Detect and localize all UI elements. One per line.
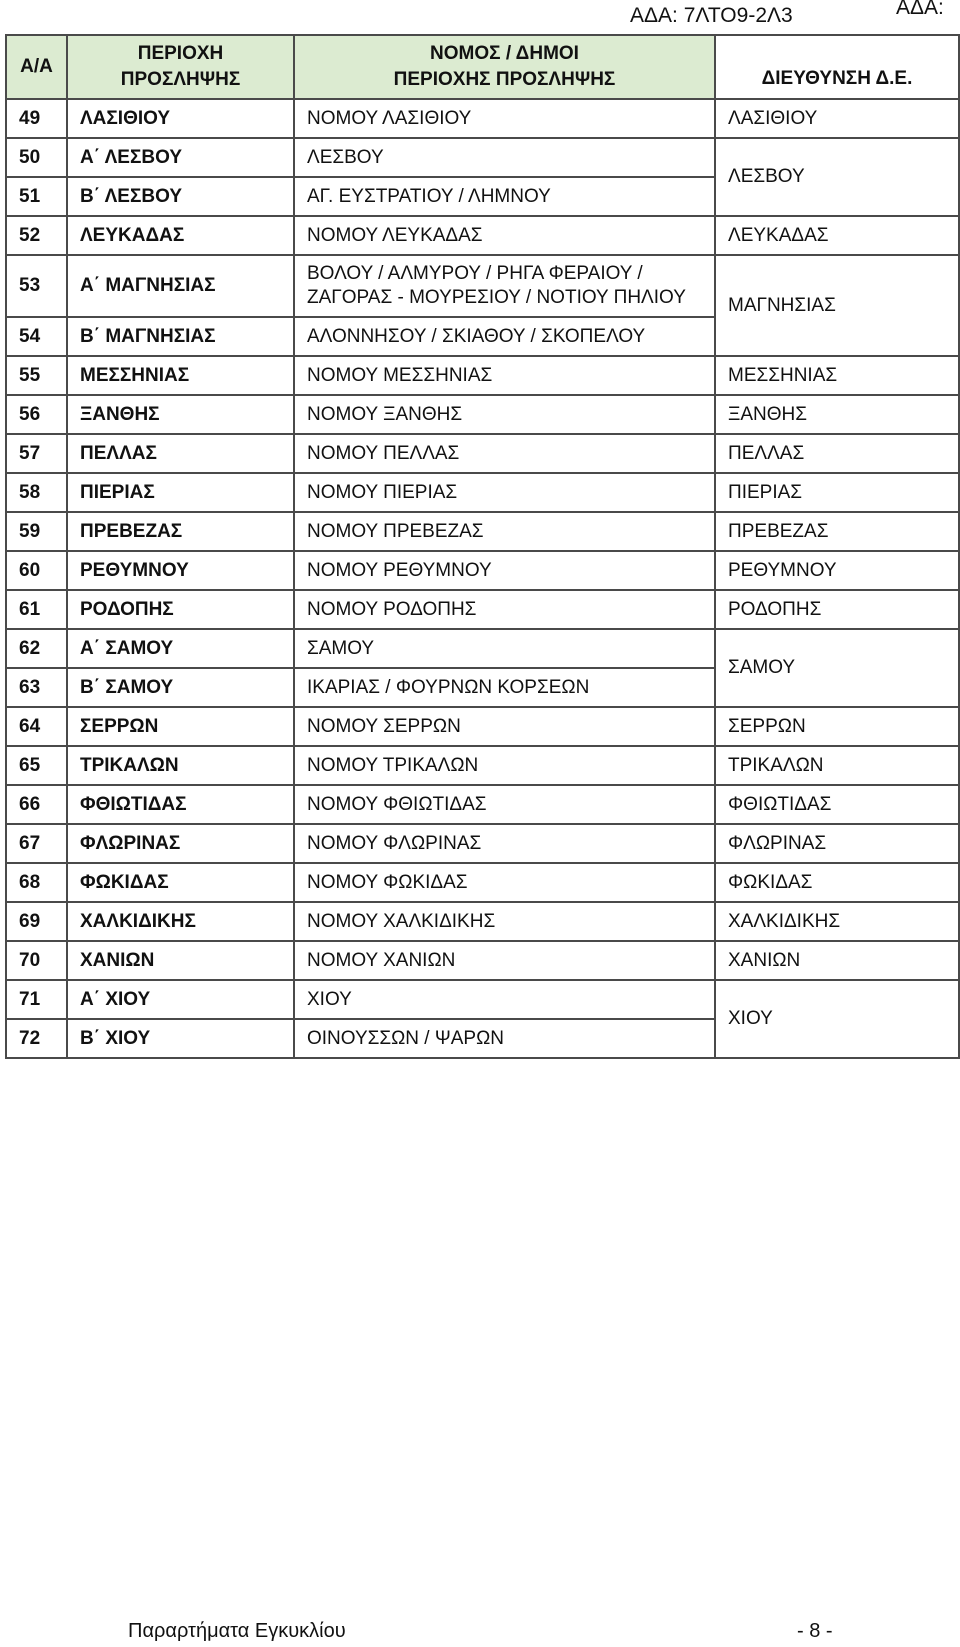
row-dd: ΠΕΛΛΑΣ — [715, 434, 959, 473]
header-aa — [6, 35, 67, 99]
table-row — [6, 707, 959, 746]
row-nomos-line2: ΖΑΓΟΡΑΣ - ΜΟΥΡΕΣΙΟΥ / ΝΟΤΙΟΥ ΠΗΛΙΟΥ — [307, 287, 686, 308]
row-dd: ΜΕΣΣΗΝΙΑΣ — [715, 356, 959, 395]
row-number: 55 — [6, 356, 67, 395]
row-area: ΤΡΙΚΑΛΩΝ — [67, 746, 294, 785]
ada-label-corner: ΑΔΑ: — [896, 0, 944, 19]
row-area: Β΄ ΛΕΣΒΟΥ — [67, 177, 294, 216]
row-area: ΦΩΚΙΔΑΣ — [67, 863, 294, 902]
table-row — [6, 138, 959, 177]
header-aa-label: Α/Α — [20, 56, 53, 77]
table-row — [6, 629, 959, 668]
row-area: Α΄ ΣΑΜΟΥ — [67, 629, 294, 668]
header-nomos-line1: ΝΟΜΟΣ / ΔΗΜΟΙ — [430, 43, 579, 64]
row-dd: ΣΑΜΟΥ — [715, 629, 959, 707]
row-number: 49 — [6, 99, 67, 138]
row-area: ΜΕΣΣΗΝΙΑΣ — [67, 356, 294, 395]
row-area: ΧΑΝΙΩΝ — [67, 941, 294, 980]
row-nomos: ΝΟΜΟΥ ΛΕΥΚΑΔΑΣ — [294, 216, 715, 255]
row-nomos: ΝΟΜΟΥ ΧΑΝΙΩΝ — [294, 941, 715, 980]
row-area: Β΄ ΜΑΓΝΗΣΙΑΣ — [67, 317, 294, 356]
table-row — [6, 216, 959, 255]
row-number: 59 — [6, 512, 67, 551]
row-area: ΣΕΡΡΩΝ — [67, 707, 294, 746]
row-number: 62 — [6, 629, 67, 668]
table-row — [6, 356, 959, 395]
row-nomos: ΝΟΜΟΥ ΜΕΣΣΗΝΙΑΣ — [294, 356, 715, 395]
table-header-row — [6, 35, 959, 99]
row-area: ΦΛΩΡΙΝΑΣ — [67, 824, 294, 863]
row-nomos: ΝΟΜΟΥ ΦΩΚΙΔΑΣ — [294, 863, 715, 902]
table-row — [6, 473, 959, 512]
row-number: 72 — [6, 1019, 67, 1058]
row-nomos: ΑΛΟΝΝΗΣΟΥ / ΣΚΙΑΘΟΥ / ΣΚΟΠΕΛΟΥ — [294, 317, 715, 356]
row-nomos: ΛΕΣΒΟΥ — [294, 138, 715, 177]
row-nomos: ΝΟΜΟΥ ΡΕΘΥΜΝΟΥ — [294, 551, 715, 590]
footer-title: Παραρτήματα Εγκυκλίου — [128, 1620, 346, 1642]
row-area: ΧΑΛΚΙΔΙΚΗΣ — [67, 902, 294, 941]
table-row — [6, 902, 959, 941]
row-dd: ΣΕΡΡΩΝ — [715, 707, 959, 746]
row-area: Α΄ ΜΑΓΝΗΣΙΑΣ — [67, 255, 294, 317]
header-area-line1: ΠΕΡΙΟΧΗ — [137, 43, 224, 64]
row-area: Β΄ ΧΙΟΥ — [67, 1019, 294, 1058]
table-row — [6, 863, 959, 902]
row-number: 57 — [6, 434, 67, 473]
row-dd: ΛΕΥΚΑΔΑΣ — [715, 216, 959, 255]
row-area: Α΄ ΧΙΟΥ — [67, 980, 294, 1019]
row-nomos: ΝΟΜΟΥ ΠΕΛΛΑΣ — [294, 434, 715, 473]
row-area: ΛΑΣΙΘΙΟΥ — [67, 99, 294, 138]
row-number: 50 — [6, 138, 67, 177]
row-nomos: ΧΙΟΥ — [294, 980, 715, 1019]
header-nomos-line2: ΠΕΡΙΟΧΗΣ ΠΡΟΣΛΗΨΗΣ — [393, 69, 616, 90]
row-area: ΡΟΔΟΠΗΣ — [67, 590, 294, 629]
row-number: 53 — [6, 255, 67, 317]
table-row — [6, 941, 959, 980]
row-number: 58 — [6, 473, 67, 512]
row-nomos: ΝΟΜΟΥ ΛΑΣΙΘΙΟΥ — [294, 99, 715, 138]
row-dd: ΜΑΓΝΗΣΙΑΣ — [715, 255, 959, 356]
row-dd: ΛΑΣΙΘΙΟΥ — [715, 99, 959, 138]
row-number: 52 — [6, 216, 67, 255]
row-nomos: ΝΟΜΟΥ ΦΘΙΩΤΙΔΑΣ — [294, 785, 715, 824]
header-dd — [715, 35, 959, 99]
row-nomos-line1: ΒΟΛΟΥ / ΑΛΜΥΡΟΥ / ΡΗΓΑ ΦΕΡΑΙΟΥ / — [307, 263, 643, 284]
table-row — [6, 824, 959, 863]
row-number: 56 — [6, 395, 67, 434]
table-row — [6, 512, 959, 551]
row-nomos: ΝΟΜΟΥ ΠΙΕΡΙΑΣ — [294, 473, 715, 512]
header-area — [67, 35, 294, 99]
table-row — [6, 99, 959, 138]
row-number: 60 — [6, 551, 67, 590]
row-dd: ΧΑΝΙΩΝ — [715, 941, 959, 980]
row-number: 67 — [6, 824, 67, 863]
row-number: 68 — [6, 863, 67, 902]
row-nomos: ΝΟΜΟΥ ΣΕΡΡΩΝ — [294, 707, 715, 746]
row-dd: ΦΛΩΡΙΝΑΣ — [715, 824, 959, 863]
row-number: 63 — [6, 668, 67, 707]
header-nomos — [294, 35, 715, 99]
row-number: 71 — [6, 980, 67, 1019]
row-number: 66 — [6, 785, 67, 824]
table-row — [6, 590, 959, 629]
row-area: ΞΑΝΘΗΣ — [67, 395, 294, 434]
row-area: ΠΡΕΒΕΖΑΣ — [67, 512, 294, 551]
row-area: ΠΙΕΡΙΑΣ — [67, 473, 294, 512]
row-dd: ΤΡΙΚΑΛΩΝ — [715, 746, 959, 785]
table-row — [6, 980, 959, 1019]
row-area: ΡΕΘΥΜΝΟΥ — [67, 551, 294, 590]
row-nomos: ΝΟΜΟΥ ΤΡΙΚΑΛΩΝ — [294, 746, 715, 785]
table-row — [6, 551, 959, 590]
row-dd: ΡΟΔΟΠΗΣ — [715, 590, 959, 629]
row-dd: ΦΘΙΩΤΙΔΑΣ — [715, 785, 959, 824]
row-nomos: ΣΑΜΟΥ — [294, 629, 715, 668]
ada-code-top: ΑΔΑ: 7ΛΤΟ9-2Λ3 — [630, 4, 793, 27]
row-area: Α΄ ΛΕΣΒΟΥ — [67, 138, 294, 177]
row-nomos: ΝΟΜΟΥ ΦΛΩΡΙΝΑΣ — [294, 824, 715, 863]
table-row — [6, 746, 959, 785]
row-number: 70 — [6, 941, 67, 980]
row-number: 61 — [6, 590, 67, 629]
areas-table — [5, 34, 960, 1059]
row-nomos: ΑΓ. ΕΥΣΤΡΑΤΙΟΥ / ΛΗΜΝΟΥ — [294, 177, 715, 216]
header-dd-label: ΔΙΕΥΘΥΝΣΗ Δ.Ε. — [761, 68, 913, 89]
row-area: Β΄ ΣΑΜΟΥ — [67, 668, 294, 707]
row-dd: ΞΑΝΘΗΣ — [715, 395, 959, 434]
row-number: 65 — [6, 746, 67, 785]
row-number: 54 — [6, 317, 67, 356]
row-nomos: ΟΙΝΟΥΣΣΩΝ / ΨΑΡΩΝ — [294, 1019, 715, 1058]
page-number: - 8 - — [797, 1620, 833, 1642]
row-number: 64 — [6, 707, 67, 746]
row-nomos: ΙΚΑΡΙΑΣ / ΦΟΥΡΝΩΝ ΚΟΡΣΕΩΝ — [294, 668, 715, 707]
row-dd: ΡΕΘΥΜΝΟΥ — [715, 551, 959, 590]
row-nomos: ΝΟΜΟΥ ΠΡΕΒΕΖΑΣ — [294, 512, 715, 551]
row-dd: ΦΩΚΙΔΑΣ — [715, 863, 959, 902]
table-row — [6, 785, 959, 824]
header-area-line2: ΠΡΟΣΛΗΨΗΣ — [120, 69, 241, 90]
row-dd: ΧΑΛΚΙΔΙΚΗΣ — [715, 902, 959, 941]
row-nomos: ΝΟΜΟΥ ΧΑΛΚΙΔΙΚΗΣ — [294, 902, 715, 941]
row-dd: ΛΕΣΒΟΥ — [715, 138, 959, 216]
row-nomos: ΝΟΜΟΥ ΞΑΝΘΗΣ — [294, 395, 715, 434]
row-dd: ΠΡΕΒΕΖΑΣ — [715, 512, 959, 551]
row-area: ΠΕΛΛΑΣ — [67, 434, 294, 473]
table-row — [6, 395, 959, 434]
row-number: 69 — [6, 902, 67, 941]
row-area: ΛΕΥΚΑΔΑΣ — [67, 216, 294, 255]
row-nomos: ΝΟΜΟΥ ΡΟΔΟΠΗΣ — [294, 590, 715, 629]
row-nomos — [294, 255, 715, 317]
row-dd: ΧΙΟΥ — [715, 980, 959, 1058]
table-row — [6, 255, 959, 317]
row-dd: ΠΙΕΡΙΑΣ — [715, 473, 959, 512]
row-area: ΦΘΙΩΤΙΔΑΣ — [67, 785, 294, 824]
table-row — [6, 434, 959, 473]
row-number: 51 — [6, 177, 67, 216]
